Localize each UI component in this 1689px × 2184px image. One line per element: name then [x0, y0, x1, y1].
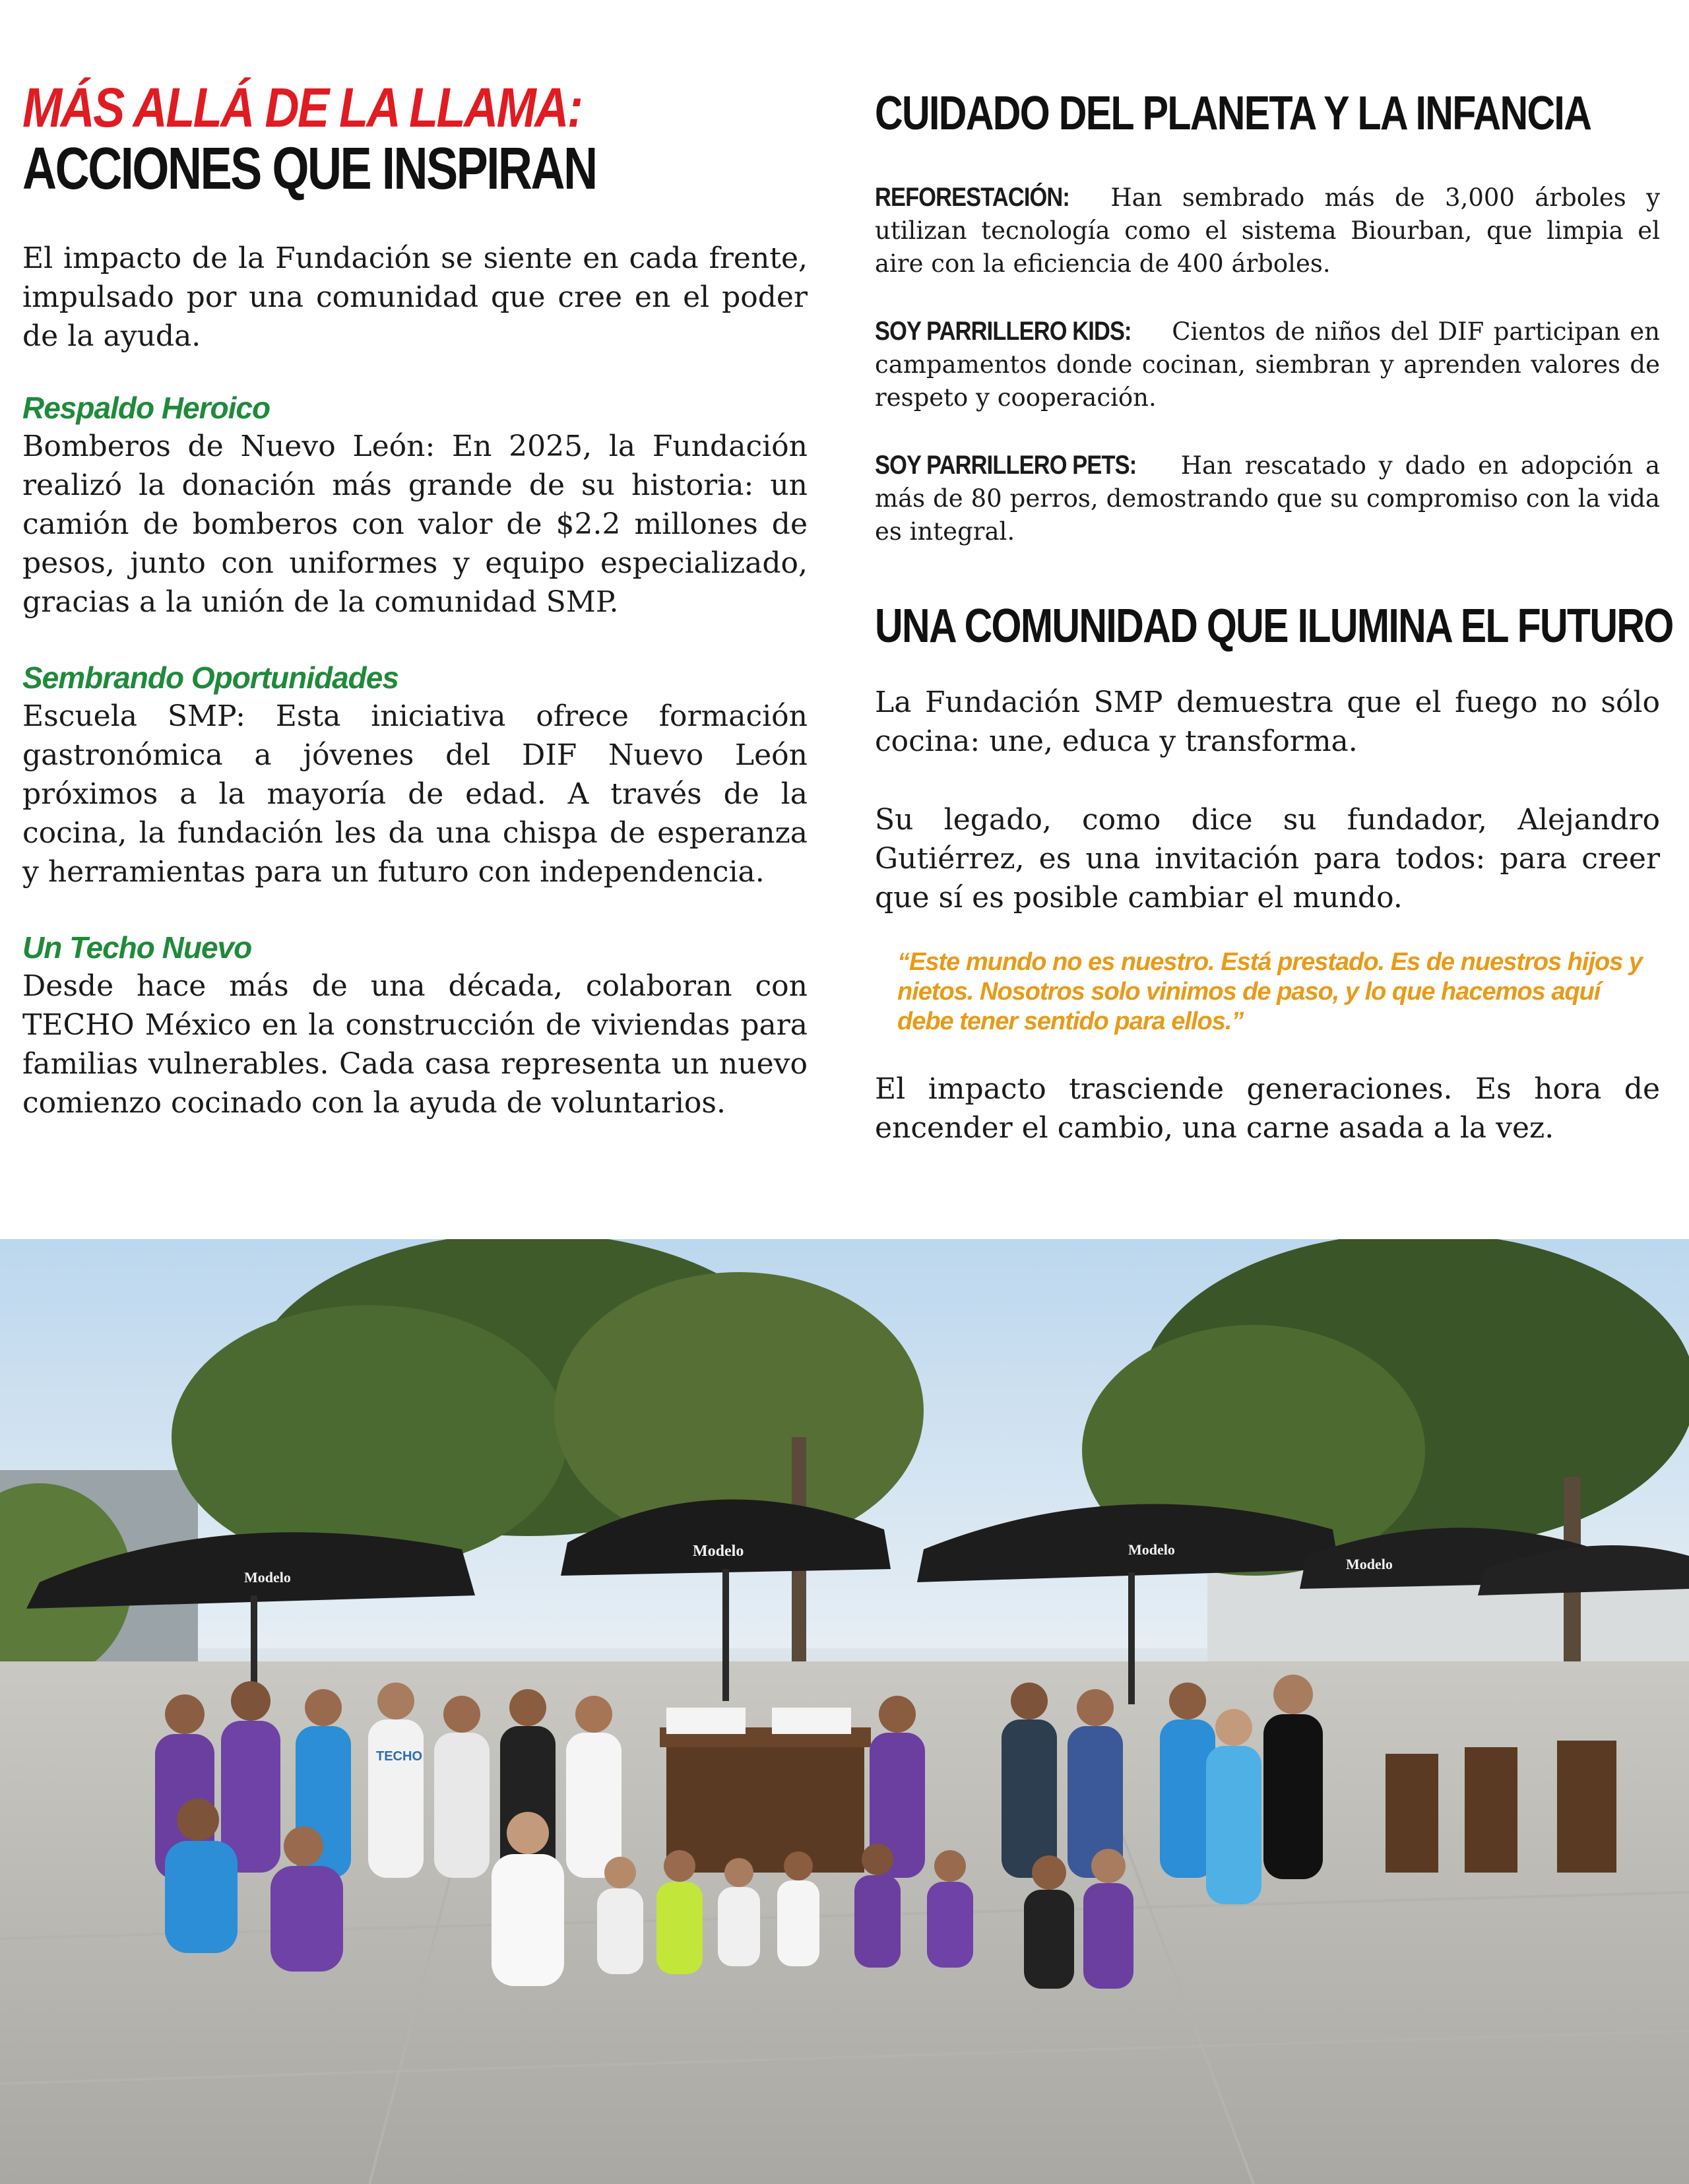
umbrella-brand-2: Modelo — [693, 1543, 744, 1560]
umbrella-brand-1: Modelo — [244, 1569, 291, 1586]
bar-stools — [1386, 1741, 1616, 1873]
founder-quote: “Este mundo no es nuestro. Está prestado. Es de nuestros hijos y nietos. Nosotros solo vinimos de paso, y lo que hacemos aquí debe tener sentido para ellos.” — [897, 948, 1643, 1035]
comunidad-paragraph-2: Su legado, como dice su fundador, Alejandro Gutiérrez, es una invitación para todos: para creer que sí es posible cambiar el mundo. — [875, 803, 1660, 915]
shirt-text-1: TECHO — [376, 1749, 422, 1764]
section-title-respaldo: Respaldo Heroico — [22, 391, 271, 425]
item-label-pets: SOY PARRILLERO PETS: — [875, 451, 1137, 480]
section-text-sembrando: Escuela SMP: Esta iniciativa ofrece formación gastronómica a jóvenes del DIF Nuevo León próximos a la mayoría de edad. A través de la cocina, la fundación les da una chispa de esperanza y herramientas para un futuro con independencia. — [22, 699, 808, 889]
comunidad-paragraph-3: El impacto trasciende generaciones. Es hora de encender el cambio, una carne asada a la vez. — [875, 1072, 1660, 1145]
group-photo-illustration — [0, 1239, 1689, 2184]
section-techo — [22, 928, 808, 1122]
item-label-kids: SOY PARRILLERO KIDS: — [875, 317, 1131, 346]
item-label-reforestacion: REFORESTACIÓN: — [875, 183, 1070, 212]
right-column — [875, 87, 1673, 1147]
item-reforestacion — [875, 181, 1660, 280]
item-kids — [875, 315, 1660, 414]
section-title-sembrando: Sembrando Oportunidades — [22, 660, 398, 695]
section-respaldo — [22, 389, 808, 622]
umbrella-brand-4: Modelo — [1346, 1556, 1393, 1572]
page-headline: ACCIONES QUE INSPIRAN — [22, 136, 596, 202]
item-text-pets: Han rescatado y dado en adopción a más de 80 perros, demostrando que su compromiso con la vida es integral. — [875, 451, 1660, 546]
item-text-reforestacion: Han sembrado más de 3,000 árboles y utilizan tecnología como el sistema Biourban, que limpia el aire con la eficiencia de 400 árboles. — [875, 183, 1660, 278]
section-title-comunidad: UNA COMUNIDAD QUE ILUMINA EL FUTURO — [875, 600, 1673, 653]
section-title-planeta: CUIDADO DEL PLANETA Y LA INFANCIA — [875, 87, 1591, 140]
group-photo — [0, 1239, 1689, 2184]
kicker: MÁS ALLÁ DE LA LLAMA: — [22, 77, 582, 139]
section-text-respaldo: Bomberos de Nuevo León: En 2025, la Fundación realizó la donación más grande de su historia: un camión de bomberos con valor de $2.2 millones de pesos, junto con uniformes y equipo especializado, gracias a la unión de la comunidad SMP. — [22, 430, 808, 619]
item-text-kids: Cientos de niños del DIF participan en campamentos donde cocinan, siembran y aprenden valores de respeto y cooperación. — [875, 317, 1660, 412]
section-sembrando — [22, 658, 808, 891]
cake-table — [660, 1708, 871, 1873]
comunidad-paragraph-1: La Fundación SMP demuestra que el fuego no sólo cocina: une, educa y transforma. — [875, 686, 1660, 758]
section-title-techo: Un Techo Nuevo — [22, 930, 252, 965]
item-pets — [875, 449, 1660, 548]
section-text-techo: Desde hace más de una década, colaboran con TECHO México en la construcción de viviendas para familias vulnerables. Cada casa representa un nuevo comienzo cocinado con la ayuda de voluntarios. — [22, 969, 808, 1120]
umbrella-brand-3: Modelo — [1128, 1541, 1175, 1558]
left-column — [22, 79, 808, 1122]
intro-paragraph: El impacto de la Fundación se siente en cada frente, impulsado por una comunidad que cree en el poder de la ayuda. — [22, 241, 808, 353]
